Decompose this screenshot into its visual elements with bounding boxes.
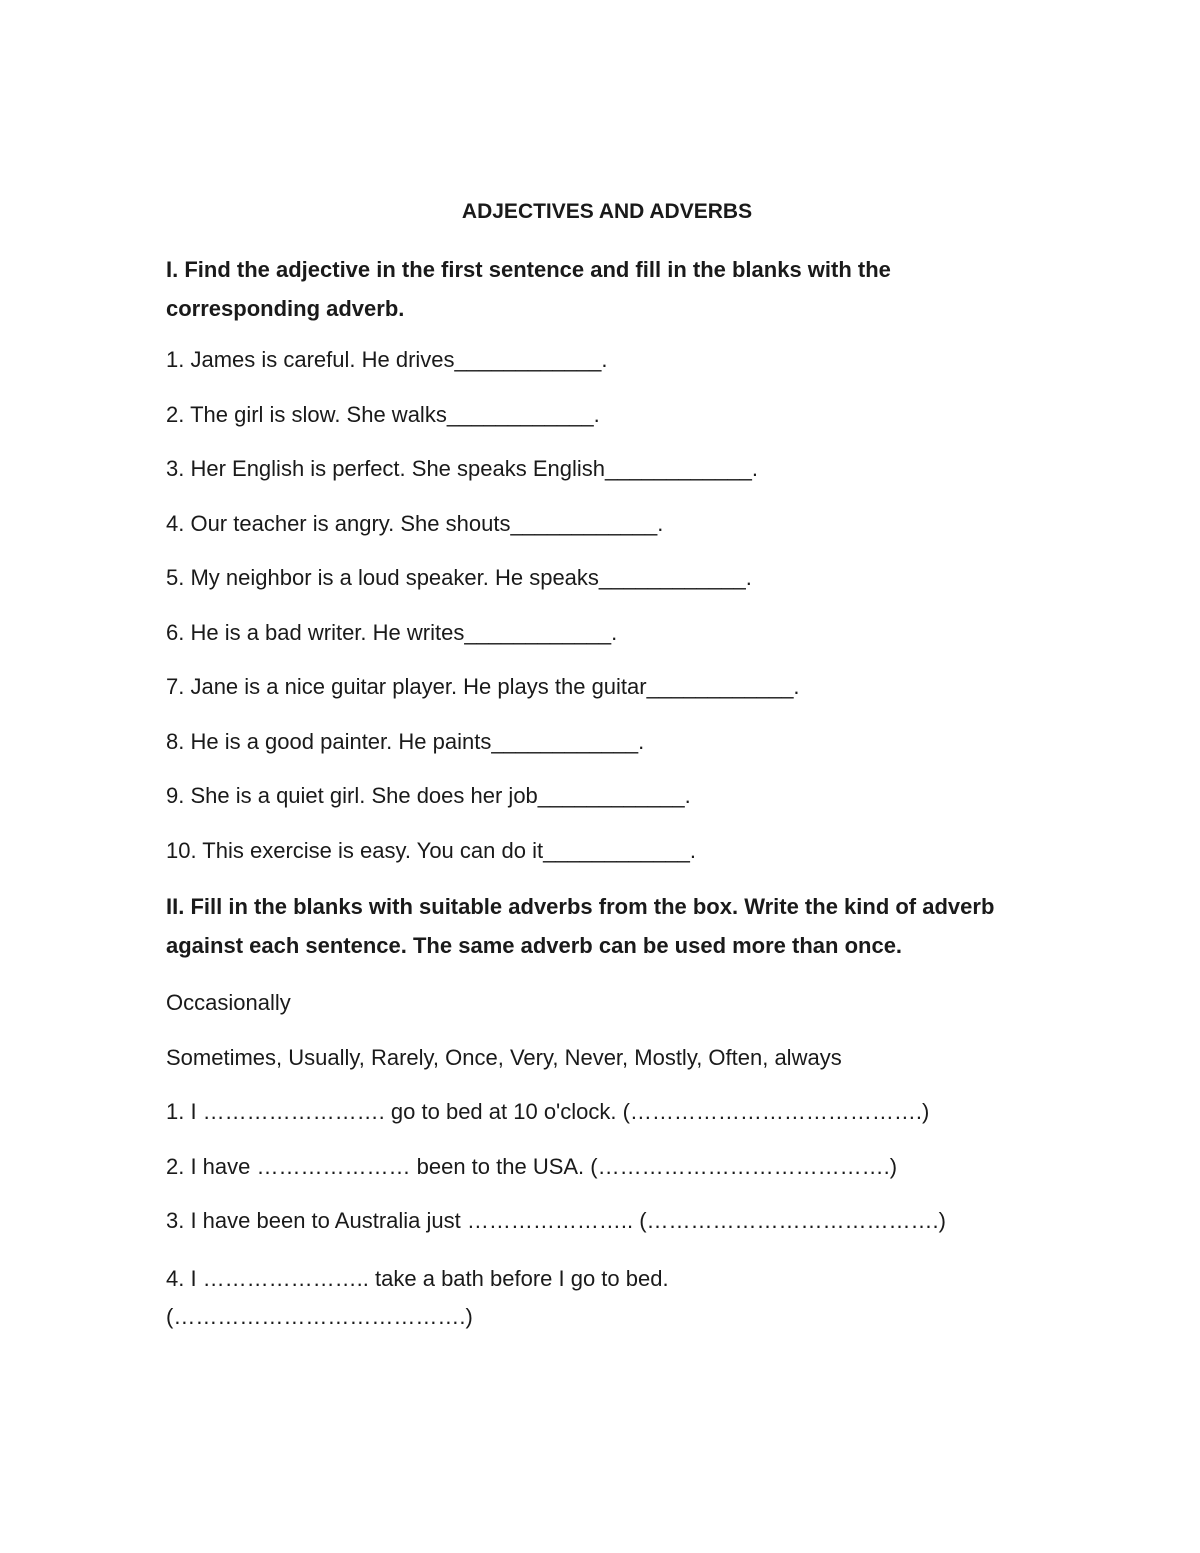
section-1-item-4: 4. Our teacher is angry. She shouts____________. (166, 510, 664, 536)
section-1-heading: I. Find the adjective in the first sentence and fill in the blanks with the corresponding adverb. (166, 257, 891, 321)
section-2-item-1: 1. I ……………………. go to bed at 10 o'clock. (………………………………….) (166, 1099, 930, 1124)
section-1-item-7: 7. Jane is a nice guitar player. He plays the guitar____________. (166, 674, 800, 699)
section-1-item-8: 8. He is a good painter. He paints____________. (166, 728, 645, 754)
section-1-item-3: 3. Her English is perfect. She speaks English____________. (166, 456, 758, 481)
section-2-item-4: 4. I ………………….. take a bath before I go to bed. (………………………………….) (166, 1265, 669, 1329)
section-2-item-3: 3. I have been to Australia just ………………….. (………………………………….) (166, 1208, 946, 1233)
section-1-item-6: 6. He is a bad writer. He writes____________. (166, 619, 618, 645)
worksheet-content (166, 196, 1046, 1329)
section-1-item-5: 5. My neighbor is a loud speaker. He speaks____________. (166, 565, 752, 590)
section-1-item-9: 9. She is a quiet girl. She does her job____________. (166, 783, 691, 808)
section-2-item-2: 2. I have ………………… been to the USA. (………………………………….) (166, 1153, 898, 1179)
worksheet-title: ADJECTIVES AND ADVERBS (461, 200, 753, 223)
word-box-line-1: Occasionally (166, 990, 291, 1015)
section-1 (166, 250, 1046, 867)
section-1-item-2: 2. The girl is slow. She walks____________. (166, 401, 600, 427)
section-1-item-1: 1. James is careful. He drives____________. (166, 347, 608, 372)
word-box-line-2: Sometimes, Usually, Rarely, Once, Very, Never, Mostly, Often, always (166, 1044, 842, 1070)
section-1-item-10: 10. This exercise is easy. You can do it____________. (166, 837, 697, 863)
section-2-heading: II. Fill in the blanks with suitable adverbs from the box. Write the kind of adverb against each sentence. The same adverb can be used more than once. (166, 894, 995, 958)
section-2 (166, 887, 1046, 1329)
